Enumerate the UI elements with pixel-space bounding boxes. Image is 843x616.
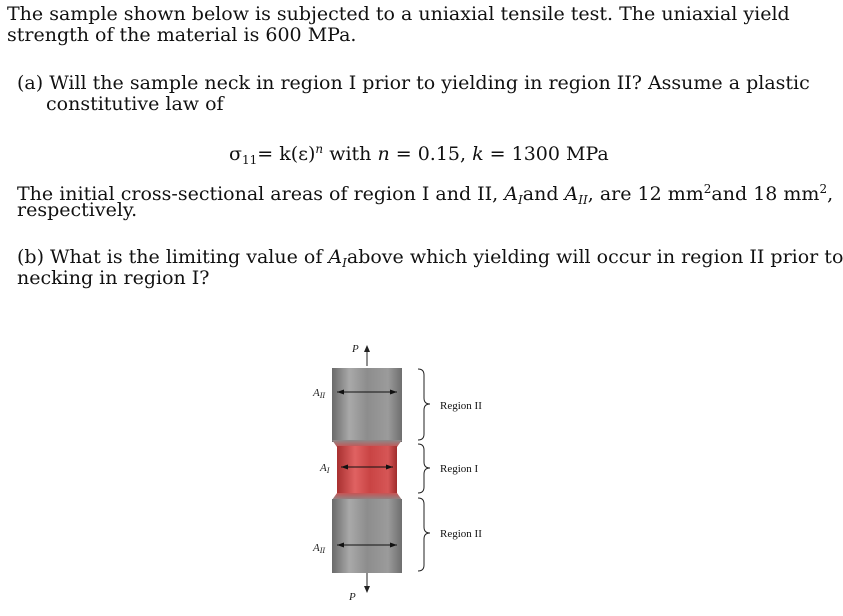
area-label-mid-sub: I	[326, 466, 330, 475]
area-label-bottom-sub: II	[319, 546, 326, 555]
area-squared-1: 2	[703, 182, 712, 196]
areas-statement-cont: respectively.	[17, 199, 138, 221]
area-sub-ii: II	[578, 193, 588, 207]
load-label-top: P	[352, 343, 359, 355]
sigma-subscript: 11	[241, 153, 258, 167]
area-squared-2: 2	[819, 182, 828, 196]
bracket-region-top	[418, 369, 430, 440]
part-b-text-1: (b) What is the limiting value of	[17, 246, 329, 268]
part-b-area-symbol: A	[328, 246, 343, 268]
n-value: = 0.15,	[389, 143, 473, 165]
shoulder-top	[332, 440, 402, 447]
area-label-bottom-symbol: A	[313, 542, 320, 554]
area-sub-i: I	[518, 193, 523, 207]
bracket-region-bottom	[418, 498, 430, 571]
areas-text-4: and 18 mm	[711, 183, 820, 205]
load-arrow-bottom-icon	[364, 586, 370, 593]
areas-text-2: and	[522, 183, 565, 205]
part-b-area-sub: I	[342, 256, 347, 270]
bracket-region-mid	[418, 444, 430, 493]
equation-rhs: = k(ε)	[257, 143, 316, 165]
grip-top	[332, 368, 402, 442]
areas-text-3: , are 12 mm	[587, 183, 704, 205]
area-symbol-a2: A	[564, 183, 579, 205]
intro-line-2: strength of the material is 600 MPa.	[7, 24, 357, 46]
part-a-question-cont: constitutive law of	[46, 93, 224, 115]
intro-line-1: The sample shown below is subjected to a uniaxial tensile test. The uniaxial yield	[7, 3, 790, 25]
areas-text-1: The initial cross-sectional areas of region I and II,	[17, 183, 505, 205]
grip-bottom	[332, 499, 402, 573]
part-b-text-2: above which yielding will occur in region II prior to	[346, 246, 843, 268]
k-variable: k	[472, 143, 484, 165]
sigma-symbol: σ	[229, 143, 242, 165]
area-label-mid	[319, 462, 330, 475]
gauge-section	[337, 446, 397, 494]
area-label-mid-symbol: A	[320, 462, 327, 474]
region-label-mid: Region I	[440, 463, 479, 475]
shoulder-bottom	[332, 493, 402, 500]
equation-with: with	[323, 143, 378, 165]
region-label-bottom: Region II	[440, 528, 482, 540]
areas-text-5: ,	[827, 183, 834, 205]
n-variable: n	[377, 143, 390, 165]
load-arrow-top-icon	[364, 345, 370, 352]
region-label-top: Region II	[440, 400, 482, 412]
area-label-top-sub: II	[319, 391, 326, 400]
equation-exponent: n	[315, 142, 324, 156]
load-label-bottom: P	[349, 591, 356, 603]
part-b-question-cont: necking in region I?	[17, 267, 210, 289]
part-a-question: (a) Will the sample neck in region I prior to yielding in region II? Assume a plastic	[17, 72, 810, 94]
area-label-top	[312, 387, 325, 400]
area-label-bottom	[312, 542, 325, 555]
area-symbol-a1: A	[504, 183, 518, 205]
area-label-top-symbol: A	[313, 387, 320, 399]
k-value: = 1300 MPa	[483, 143, 609, 165]
